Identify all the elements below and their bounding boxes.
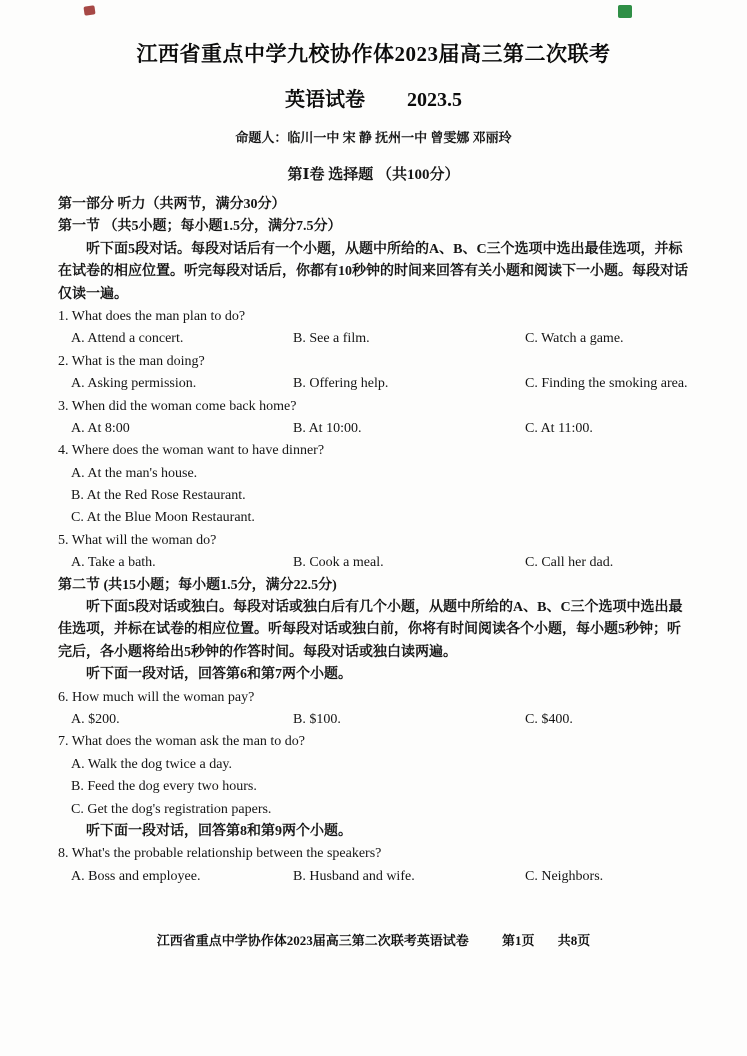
scan-mark-red-icon	[83, 5, 95, 15]
answer-option: C. At the Blue Moon Restaurant.	[71, 510, 255, 526]
question-stem: 2. What is the man doing?	[58, 353, 205, 369]
options-row	[58, 552, 689, 574]
question-stem: 7. What does the woman ask the man to do?	[58, 734, 306, 750]
question-1	[58, 306, 689, 351]
page-footer	[0, 930, 747, 949]
answer-option: C. Watch a game.	[525, 331, 624, 347]
section2-instructions: 听下面5段对话或独白。每段对话或独白后有几个小题，从题中所给的A、B、C三个选项中选出最佳选项，并标在试卷的相应位置。听每段对话或独白前，你将有时间阅读各个小题，每小题5秒钟；听完后，各小题将给出5秒钟的作答时间。每段对话或独白读两遍。	[58, 600, 683, 660]
answer-option: C. Get the dog's registration papers.	[71, 801, 272, 817]
answer-option: B. Feed the dog every two hours.	[71, 779, 257, 795]
answer-option: B. Offering help.	[293, 376, 389, 392]
question-3	[58, 396, 689, 441]
question-2	[58, 351, 689, 396]
options-row	[58, 418, 689, 440]
section1-heading: 第一节 （共5小题；每小题1.5分，满分7.5分）	[58, 219, 342, 235]
question-stem: 4. Where does the woman want to have dinner?	[58, 443, 325, 459]
paper-name: 英语试卷	[285, 89, 365, 111]
answer-option: A. Boss and employee.	[71, 868, 201, 884]
question-4	[58, 440, 689, 530]
answer-option: C. Finding the smoking area.	[525, 376, 688, 392]
question-stem: 3. When did the woman come back home?	[58, 398, 297, 414]
question-7	[58, 731, 689, 821]
options-row	[58, 373, 689, 395]
answer-option: B. Cook a meal.	[293, 555, 384, 571]
question-stem: 5. What will the woman do?	[58, 532, 217, 548]
content-blocks	[58, 194, 689, 888]
section2-heading: 第二节 (共15小题；每小题1.5分，满分22.5分)	[58, 577, 337, 593]
answer-option: A. At the man's house.	[71, 465, 198, 481]
question-8	[58, 843, 689, 888]
answer-option: A. Walk the dog twice a day.	[71, 756, 232, 772]
question-stem: 8. What's the probable relationship between the speakers?	[58, 846, 382, 862]
question-6	[58, 687, 689, 732]
answer-option: B. Husband and wife.	[293, 868, 415, 884]
dialogue-prompt-8-9: 听下面一段对话，回答第8和第9两个小题。	[86, 823, 352, 839]
answer-option: A. At 8:00	[71, 420, 130, 436]
footer-total-pages: 共8页	[557, 933, 591, 948]
options-row	[58, 709, 689, 731]
answer-option: C. Call her dad.	[525, 555, 614, 571]
answer-option: A. $200.	[71, 711, 120, 727]
part1-heading: 第一部分 听力（共两节，满分30分）	[58, 197, 286, 212]
answer-option: C. $400.	[525, 711, 573, 727]
page-title: 江西省重点中学九校协作体2023届高三第二次联考	[136, 42, 611, 66]
footer-page-number: 第1页	[501, 933, 535, 948]
options-stacked	[58, 754, 689, 821]
options-row	[58, 866, 689, 888]
answer-option: B. At the Red Rose Restaurant.	[71, 488, 246, 504]
authors-line: 命题人：临川一中 宋 静 抚州一中 曾雯娜 邓丽玲	[235, 130, 512, 145]
answer-option: B. See a film.	[293, 331, 370, 347]
options-row	[58, 328, 689, 350]
answer-option: B. At 10:00.	[293, 420, 362, 436]
dialogue-prompt-6-7: 听下面一段对话，回答第6和第7两个小题。	[86, 667, 352, 683]
volume-heading: 第Ⅰ卷 选择题 （共100分）	[287, 167, 460, 183]
scan-mark-green-icon	[618, 5, 632, 18]
paper-subtitle	[58, 83, 689, 112]
section1-instructions: 听下面5段对话。每段对话后有一个小题，从题中所给的A、B、C三个选项中选出最佳选项，并标在试卷的相应位置。听完每段对话后，你都有10秒钟的时间来回答有关小题和阅读下一小题。每段对话仅读一遍。	[58, 241, 688, 302]
paper-date: 2023.5	[407, 89, 462, 111]
question-5	[58, 530, 689, 575]
answer-option: B. $100.	[293, 711, 341, 727]
question-stem: 6. How much will the woman pay?	[58, 689, 255, 705]
answer-option: A. Asking permission.	[71, 376, 197, 392]
options-stacked	[58, 463, 689, 530]
answer-option: A. Attend a concert.	[71, 331, 184, 347]
answer-option: A. Take a bath.	[71, 555, 156, 571]
footer-title: 江西省重点中学协作体2023届高三第二次联考英语试卷	[156, 933, 469, 948]
question-stem: 1. What does the man plan to do?	[58, 308, 246, 324]
answer-option: C. At 11:00.	[525, 420, 593, 436]
answer-option: C. Neighbors.	[525, 868, 604, 884]
